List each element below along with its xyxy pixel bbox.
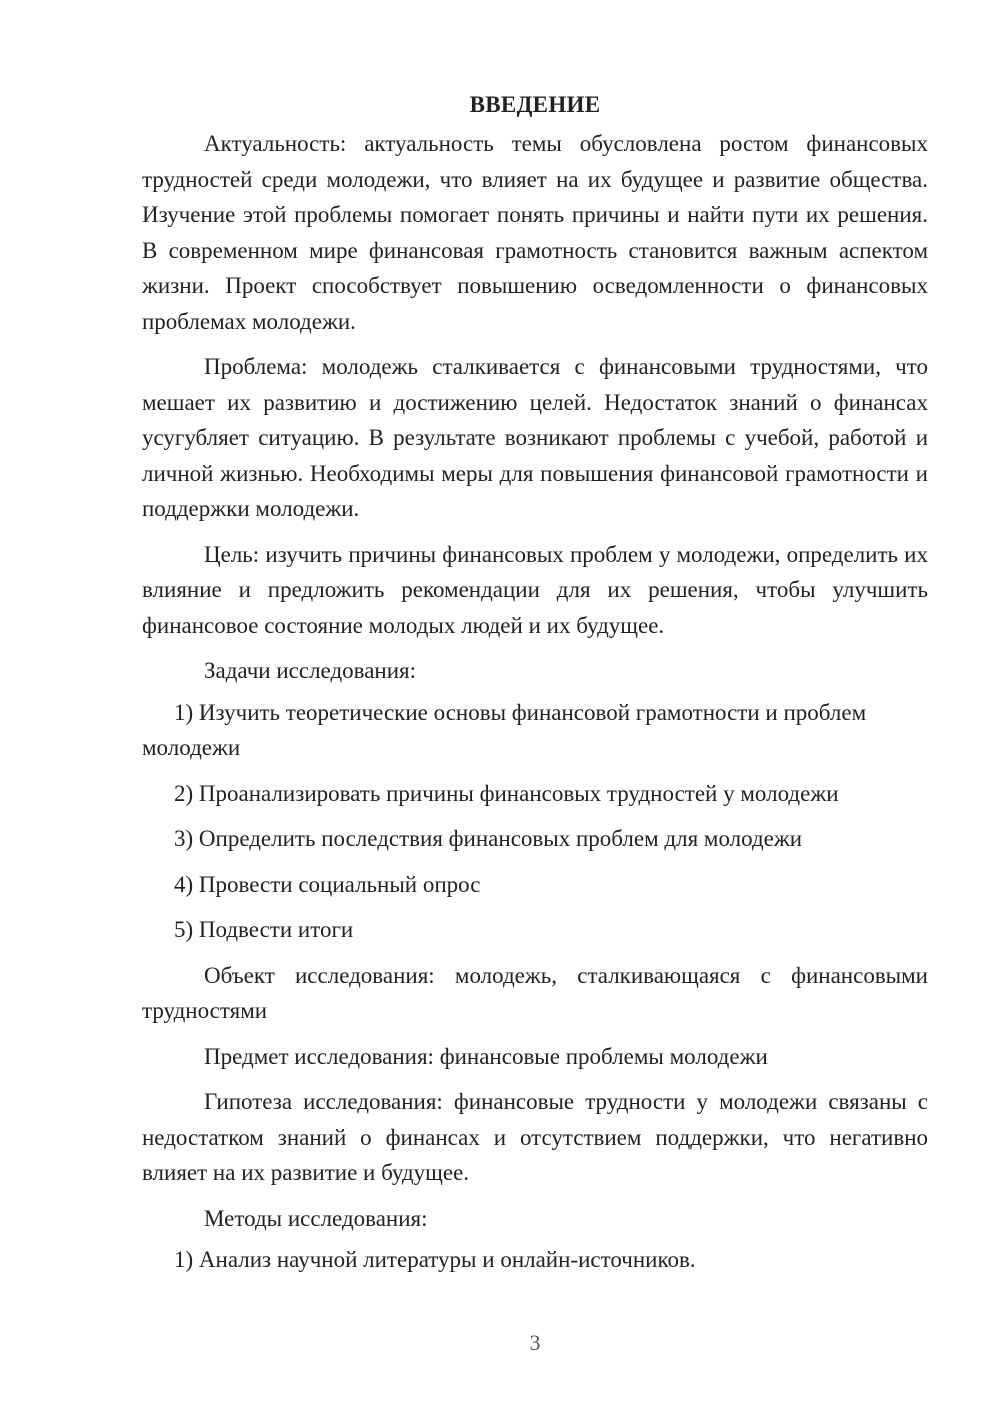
- subject-paragraph: Предмет исследования: финансовые проблемы молодежи: [204, 1043, 768, 1069]
- object-paragraph: Объект исследования: молодежь, сталкивающаяся с финансовыми трудностями: [142, 962, 928, 1023]
- document-page: [142, 90, 928, 1288]
- hypothesis-paragraph: Гипотеза исследования: финансовые трудности у молодежи связаны с недостатком знаний о финансах и отсутствием поддержки, что негативно влияет на их развитие и будущее.: [142, 1089, 928, 1185]
- task-item: 5) Подвести итоги: [174, 917, 354, 942]
- task-item: 4) Провести социальный опрос: [174, 871, 481, 897]
- task-item: 1) Изучить теоретические основы финансовой грамотности и проблем молодежи: [142, 699, 867, 760]
- page-number: 3: [529, 1330, 541, 1355]
- task-item: 2) Проанализировать причины финансовых трудностей у молодежи: [174, 780, 839, 806]
- goal-paragraph: Цель: изучить причины финансовых проблем у молодежи, определить их влияние и предложить рекомендации для их решения, чтобы улучшить финансовое состояние молодых людей и их будущее.: [142, 541, 928, 638]
- relevance-paragraph: Актуальность: актуальность темы обусловлена ростом финансовых трудностей среди молодежи, что влияет на их будущее и развитие общества. Изучение этой проблемы помогает понять причины и найти пути их решения. В современном мире финансовая грамотность становится важным аспектом жизни. Проект способствует повышению осведомленности о финансовых проблемах молодежи.: [142, 131, 928, 334]
- problem-paragraph: Проблема: молодежь сталкивается с финансовыми трудностями, что мешает их развитию и достижению целей. Недостаток знаний о финансах усугубляет ситуацию. В результате возникают проблемы с учебой, работой и личной жизнью. Необходимы меры для повышения финансовой грамотности и поддержки молодежи.: [142, 354, 928, 521]
- methods-title: Методы исследования:: [204, 1205, 428, 1231]
- task-item: 3) Определить последствия финансовых проблем для молодежи: [174, 826, 803, 851]
- section-heading: ВВЕДЕНИЕ: [469, 92, 601, 117]
- method-item: 1) Анализ научной литературы и онлайн-источников.: [174, 1247, 696, 1272]
- tasks-title: Задачи исследования:: [204, 658, 417, 683]
